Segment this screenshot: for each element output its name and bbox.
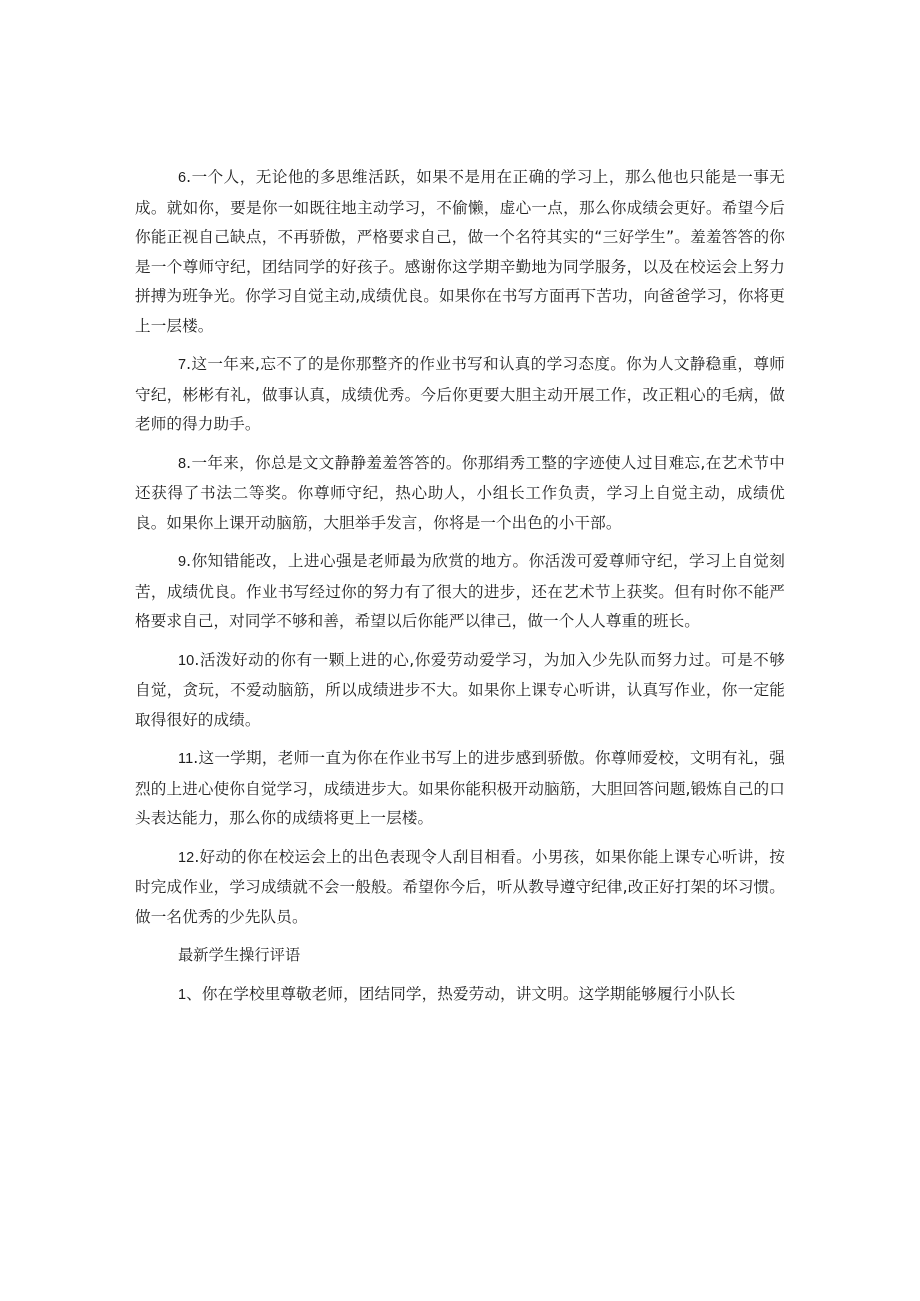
paragraph-number: 1 xyxy=(178,986,187,1003)
comment-paragraph-9 xyxy=(135,547,785,637)
comment-paragraph-8 xyxy=(135,449,785,539)
paragraph-number: 8 xyxy=(178,455,187,472)
document-body xyxy=(135,163,785,1019)
comment-paragraph-10 xyxy=(135,646,785,736)
paragraph-text: .好动的你在校运会上的出色表现令人刮目相看。小男孩，如果你能上课专心听讲，按时完成作业，学习成绩就不会一般般。希望你今后，听从教导遵守纪律,改正好打架的坏习惯。做一名优秀的少先队员。 xyxy=(135,847,785,926)
paragraph-text: .一年来，你总是文文静静羞羞答答的。你那绢秀工整的字迹使人过目难忘,在艺术节中还获得了书法二等奖。你尊师守纪，热心助人，小组长工作负责，学习上自觉主动，成绩优良。如果你上课开动脑筋，大胆举手发言，你将是一个出色的小干部。 xyxy=(135,453,785,532)
comment-paragraph-1 xyxy=(135,980,785,1011)
paragraph-number: 12 xyxy=(178,849,195,866)
paragraph-number: 9 xyxy=(178,554,187,570)
paragraph-text: .一个人，无论他的多思维活跃，如果不是用在正确的学习上，那么他也只能是一事无成。就如你，要是你一如既往地主动学习，不偷懒，虚心一点，那么你成绩会更好。希望今后你能正视自己缺点，不再骄傲，严格要求自己，做一个名符其实的“三好学生”。羞羞答答的你是一个尊师守纪，团结同学的好孩子。感谢你这学期辛勤地为同学服务，以及在校运会上努力拼搏为班争光。你学习自觉主动,成绩优良。如果你在书写方面再下苦功，向爸爸学习，你将更上一层楼。 xyxy=(135,168,785,335)
paragraph-number: 7 xyxy=(178,357,187,373)
paragraph-number: 11 xyxy=(178,751,194,767)
paragraph-number: 6 xyxy=(178,170,187,186)
comment-paragraph-11 xyxy=(135,744,785,834)
paragraph-number: 10 xyxy=(178,652,195,669)
comment-paragraph-12 xyxy=(135,843,785,933)
paragraph-text: .这一年来,忘不了的是你那整齐的作业书写和认真的学习态度。你为人文静稳重，尊师守纪，彬彬有礼，做事认真，成绩优秀。今后你更要大胆主动开展工作，改正粗心的毛病，做老师的得力助手。 xyxy=(135,355,785,433)
comment-paragraph-6 xyxy=(135,163,785,341)
paragraph-text: 、你在学校里尊敬老师，团结同学，热爱劳动，讲文明。这学期能够履行小队长 xyxy=(186,984,736,1003)
paragraph-text: .这一学期，老师一直为你在作业书写上的进步感到骄傲。你尊师爱校，文明有礼，强烈的上进心使你自觉学习，成绩进步大。如果你能积极开动脑筋，大胆回答问题,锻炼自己的口头表达能力，那么你的成绩将更上一层楼。 xyxy=(135,749,785,827)
section-heading: 最新学生操行评语 xyxy=(178,946,301,964)
paragraph-text: .活泼好动的你有一颗上进的心,你爱劳动爱学习，为加入少先队而努力过。可是不够自觉，贪玩，不爱动脑筋，所以成绩进步不大。如果你上课专心听讲，认真写作业，你一定能取得很好的成绩。 xyxy=(135,650,785,729)
comment-paragraph-7 xyxy=(135,350,785,440)
paragraph-text: .你知错能改，上进心强是老师最为欣赏的地方。你活泼可爱尊师守纪，学习上自觉刻苦，成绩优良。作业书写经过你的努力有了很大的进步，还在艺术节上获奖。但有时你不能严格要求自己，对同学不够和善，希望以后你能严以律己，做一个人人尊重的班长。 xyxy=(135,552,785,630)
